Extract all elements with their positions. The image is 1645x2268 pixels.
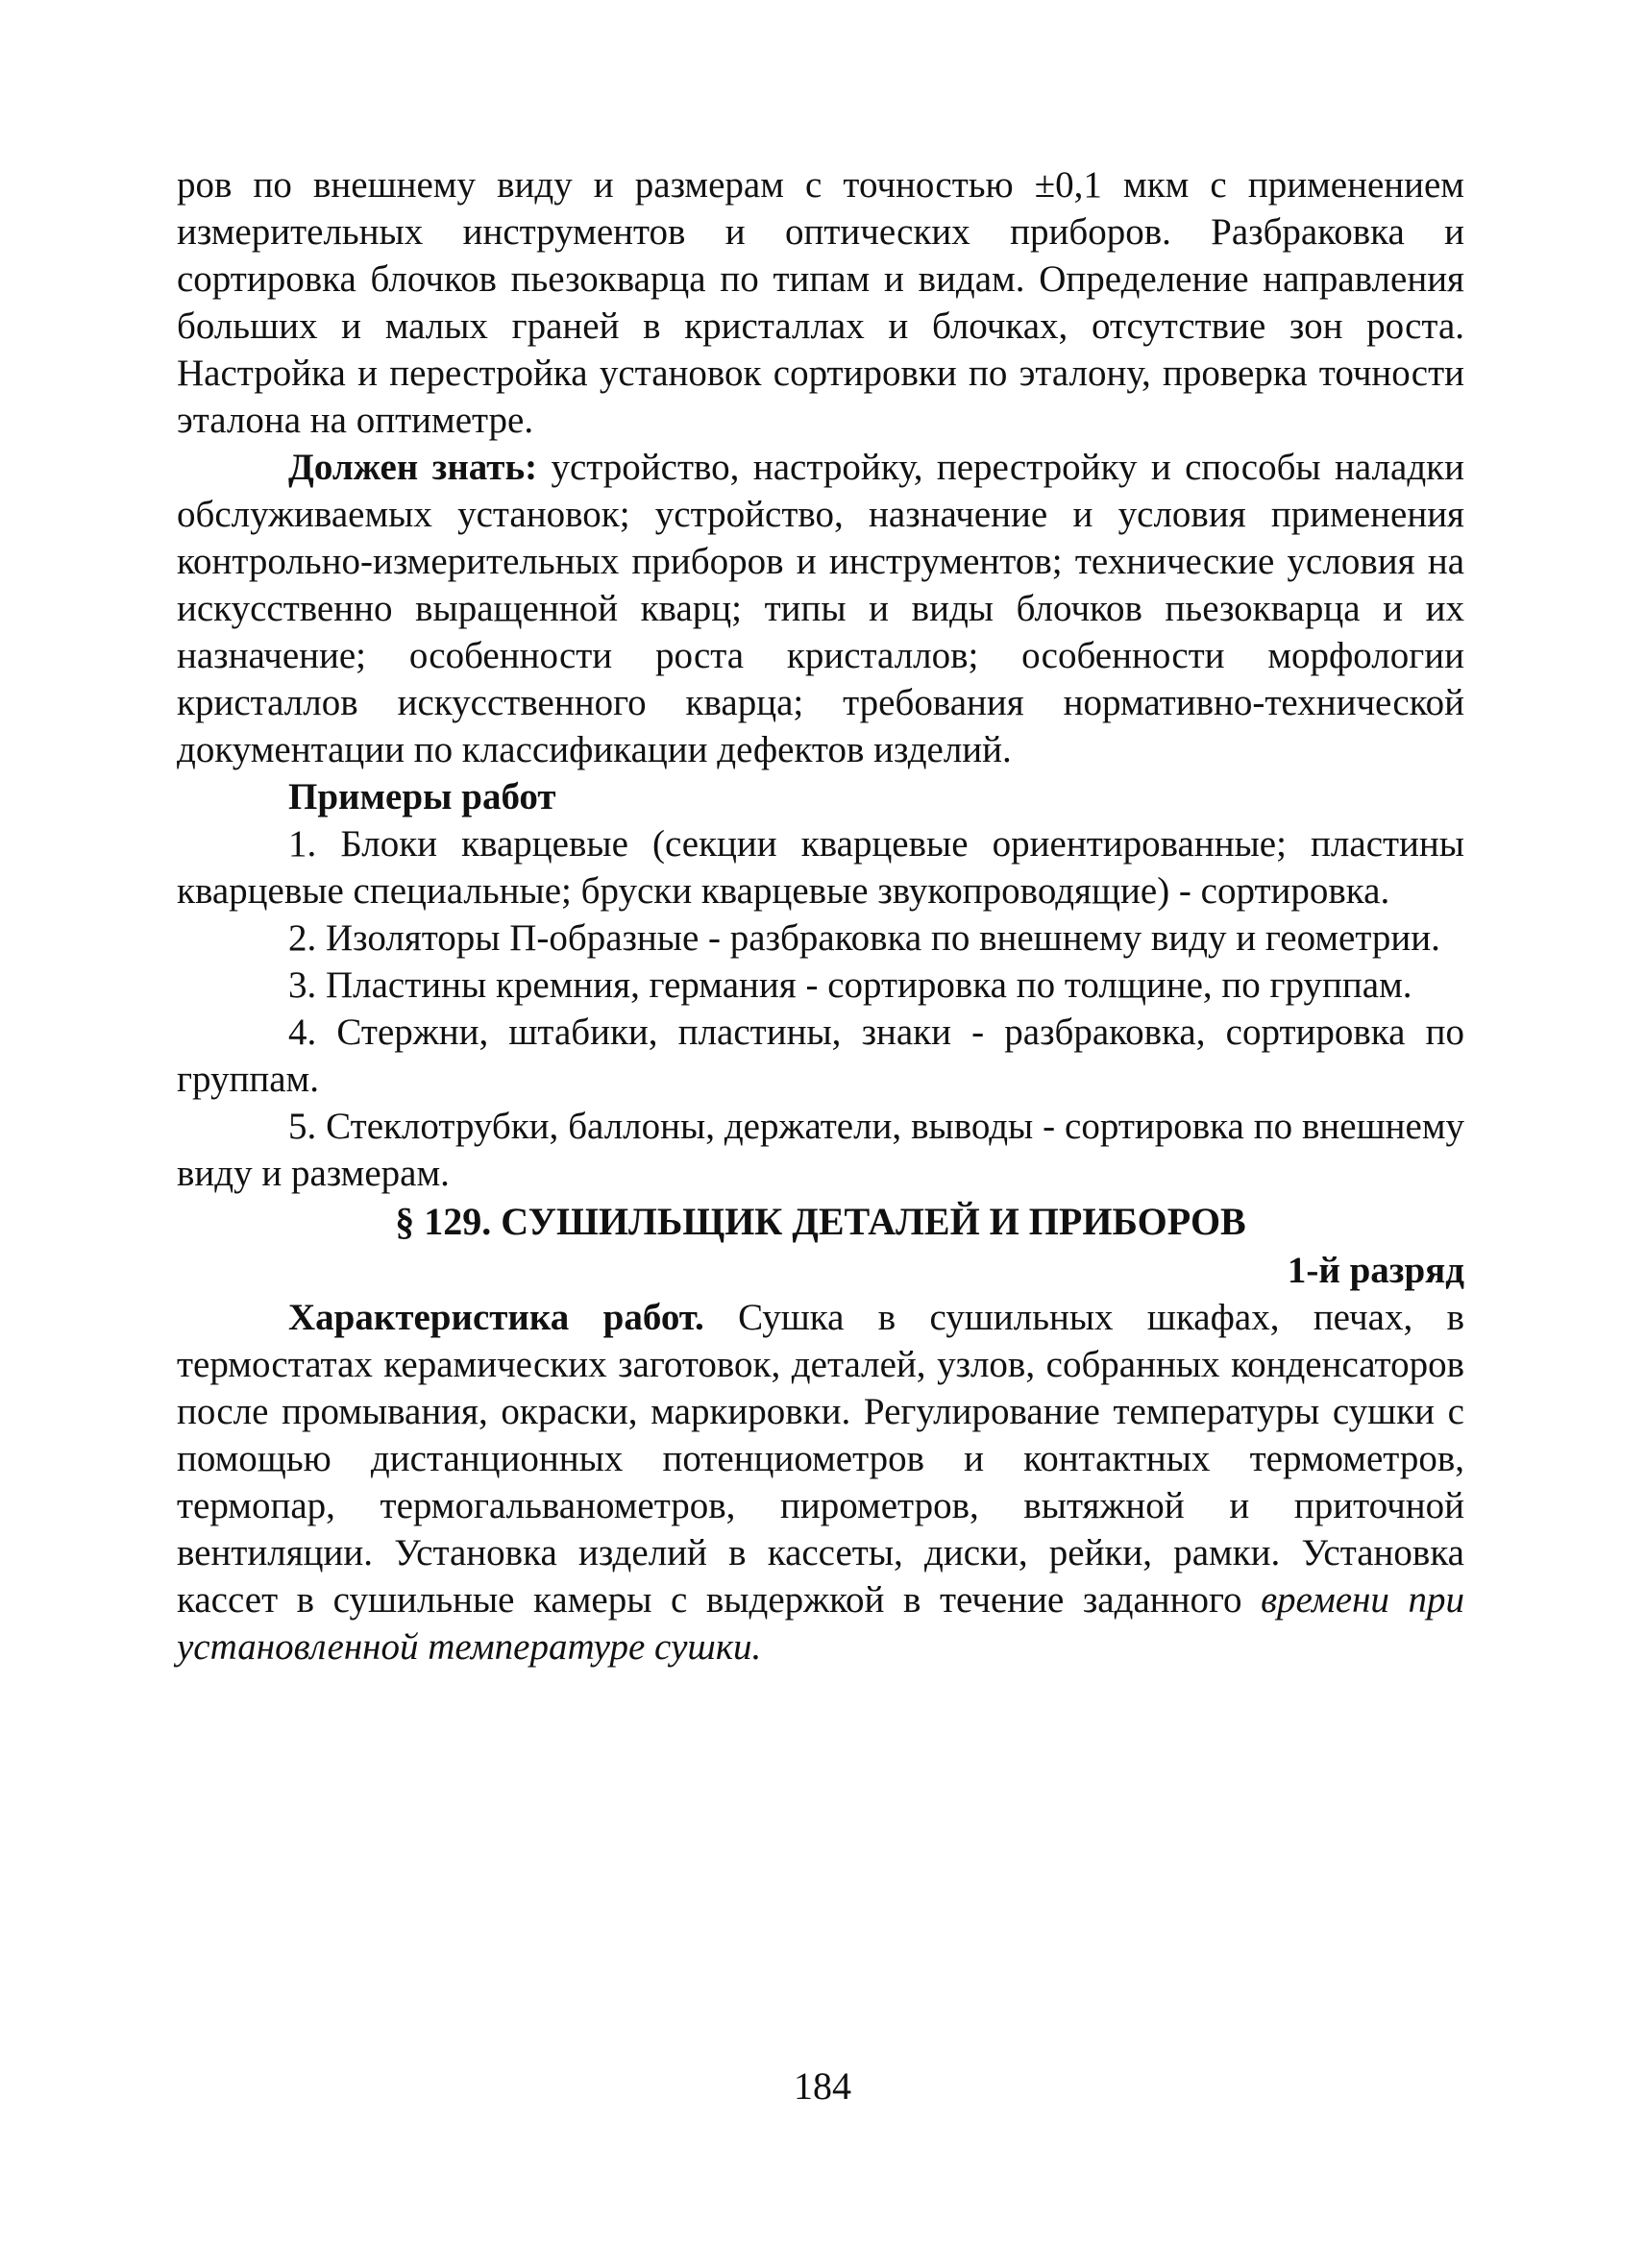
example-item-1: 1. Блоки кварцевые (секции кварцевые ориентированные; пластины кварцевые специальные; бруски кварцевые звукопроводящие) - сортировка. bbox=[177, 823, 1464, 912]
examples-heading: Примеры работ bbox=[288, 776, 556, 817]
work-characteristics-text: Сушка в сушильных шкафах, печах, в термостатах керамических заготовок, деталей, узлов, собранных конденсаторов после промывания, окраски, маркировки. Регулирование температуры сушки с помощью дистанционных потенциометров и контактных термометров, термопар, термогальванометров, пирометров, вытяжной и приточной вентиляции. Установка изделий в кассеты, диски, рейки, рамки. Установка кассет в сушильные камеры с выдержкой в течение заданного bbox=[177, 1297, 1464, 1621]
example-item-2: 2. Изоляторы П-образные - разбраковка по внешнему виду и геометрии. bbox=[288, 917, 1440, 959]
work-characteristics-text-italic: времени при установленной температуре сушки. bbox=[177, 1579, 1464, 1668]
work-characteristics-label: Характеристика работ. bbox=[288, 1297, 704, 1338]
page-body bbox=[177, 161, 1464, 1671]
section-title: § 129. СУШИЛЬЩИК ДЕТАЛЕЙ И ПРИБОРОВ bbox=[395, 1200, 1246, 1243]
example-item-3: 3. Пластины кремния, германия - сортировка по толщине, по группам. bbox=[288, 964, 1412, 1006]
page-number: 184 bbox=[794, 2064, 851, 2108]
must-know-label: Должен знать: bbox=[288, 447, 538, 488]
example-item-5: 5. Стеклотрубки, баллоны, держатели, выводы - сортировка по внешнему виду и размерам. bbox=[177, 1106, 1464, 1194]
section-rank: 1-й разряд bbox=[1287, 1250, 1464, 1291]
must-know-text: устройство, настройку, перестройку и способы наладки обслуживаемых установок; устройство, назначение и условия применения контрольно-измерительных приборов и инструментов; технические условия на искусственно выращенной кварц; типы и виды блочков пьезокварца и их назначение; особенности роста кристаллов; особенности морфологии кристаллов искусственного кварца; требования нормативно-технической документации по классификации дефектов изделий. bbox=[177, 447, 1464, 770]
paragraph-must-know bbox=[177, 444, 1464, 773]
example-item-4: 4. Стержни, штабики, пластины, знаки - разбраковка, сортировка по группам. bbox=[177, 1012, 1464, 1100]
paragraph-continuation: ров по внешнему виду и размерам с точностью ±0,1 мкм с применением измерительных инструментов и оптических приборов. Разбраковка и сортировка блочков пьезокварца по типам и видам. Определение направления больших и малых граней в кристаллах и блочках, отсутствие зон роста. Настройка и перестройка установок сортировки по эталону, проверка точности эталона на оптиметре. bbox=[177, 164, 1464, 441]
paragraph-work-characteristics bbox=[177, 1294, 1464, 1671]
